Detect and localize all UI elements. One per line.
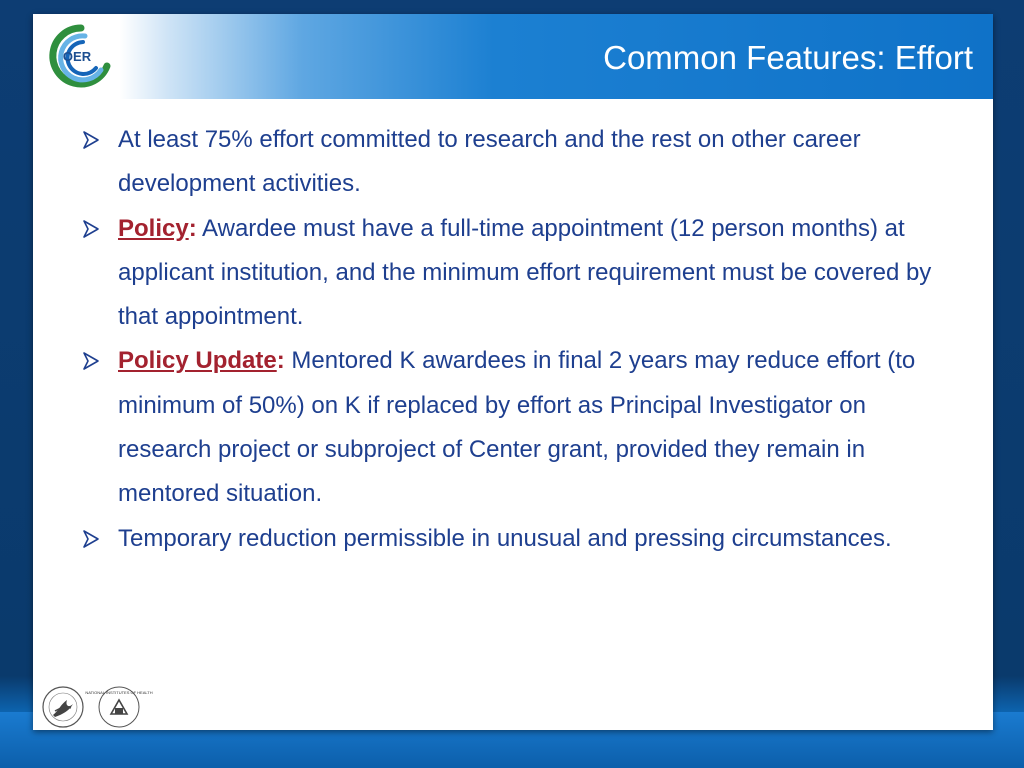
nih-logo-text: NATIONAL INSTITUTES OF HEALTH	[85, 690, 153, 695]
nih-logo-icon	[85, 687, 152, 727]
slide-header	[33, 14, 993, 99]
hhs-seal-icon	[43, 687, 83, 727]
slide	[33, 14, 993, 730]
arrow-bullet-icon	[81, 529, 101, 549]
bullet-item	[81, 517, 941, 561]
slide-title: Common Features: Effort	[603, 39, 973, 76]
arrow-bullet-icon	[81, 219, 101, 239]
bullet-item	[81, 339, 941, 516]
bullet-list	[81, 118, 941, 561]
bullet-label: Policy Update	[118, 347, 277, 375]
arrow-bullet-icon	[81, 130, 101, 150]
bullet-label-colon: :	[188, 214, 197, 242]
bullet-label-colon: :	[276, 347, 285, 375]
bullet-text: At least 75% effort committed to research and the rest on other career development activities.	[118, 126, 861, 198]
bullet-item	[81, 118, 941, 207]
bullet-text: Mentored K awardees in final 2 years may reduce effort (to minimum of 50%) on K if replaced by effort as Principal Investigator on research project or subproject of Center grant, provided they remain in mentored situation.	[118, 347, 916, 508]
bullet-text: Temporary reduction permissible in unusual and pressing circumstances.	[118, 524, 892, 552]
bullet-item	[81, 207, 941, 340]
bullet-label: Policy	[118, 214, 189, 242]
bullet-text: Awardee must have a full-time appointment (12 person months) at applicant institution, and the minimum effort requirement must be covered by that appointment.	[118, 214, 932, 331]
oer-logo-icon	[41, 22, 113, 90]
arrow-bullet-icon	[81, 351, 101, 371]
footer-logos	[41, 684, 153, 730]
logo-text: OER	[62, 49, 92, 64]
